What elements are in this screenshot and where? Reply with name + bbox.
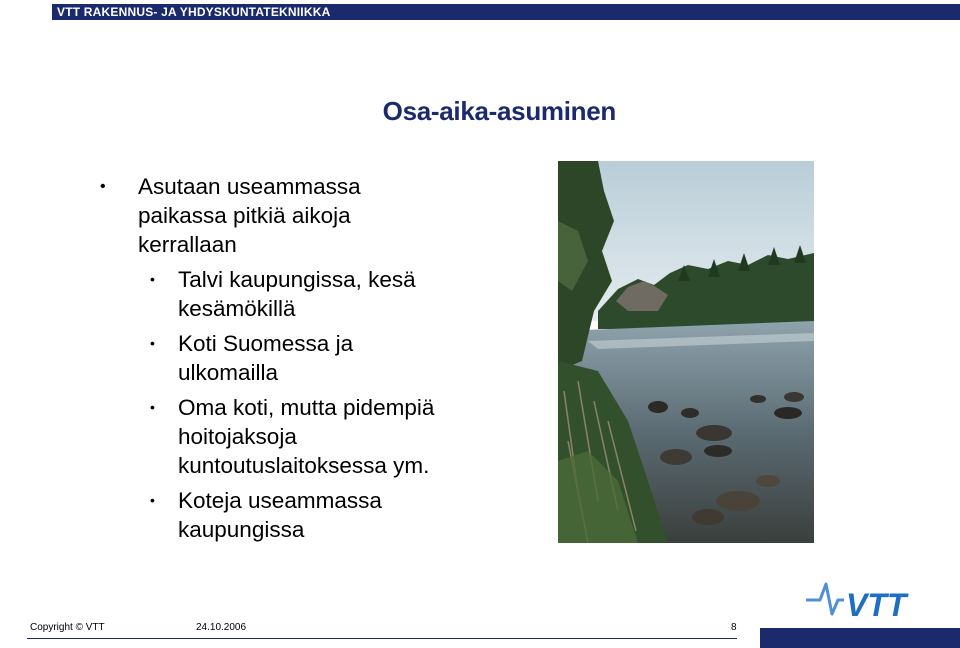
bullet-item-main (100, 172, 540, 259)
sub-bullet-item (100, 265, 540, 323)
sub-bullet-line: ulkomailla (178, 360, 279, 385)
footer-divider (27, 638, 737, 639)
bullet-line: paikassa pitkiä aikoja (138, 203, 351, 228)
bullet-list (100, 172, 540, 550)
sub-bullet-line: kuntoutuslaitoksessa ym. (178, 453, 430, 478)
organization-name: VTT RAKENNUS- JA YHDYSKUNTATEKNIIKKA (57, 5, 331, 19)
footer-copyright: Copyright © VTT (30, 622, 105, 633)
sub-bullet-icon: • (150, 399, 155, 415)
sub-bullet-icon: • (150, 335, 155, 351)
bullet-icon: • (100, 178, 106, 195)
sub-bullet-line: kaupungissa (178, 517, 305, 542)
sub-bullet-line: kesämökillä (178, 296, 296, 321)
sub-bullet-item (100, 329, 540, 387)
logo-text: VTT (846, 587, 907, 622)
slide-title: Osa-aika-asuminen (382, 96, 616, 126)
bullet-line: kerrallaan (138, 232, 237, 257)
sub-bullet-line: Oma koti, mutta pidempiä (178, 395, 435, 420)
vtt-logo-icon (804, 578, 920, 622)
header-bar (52, 4, 960, 20)
river-photo-drawing (558, 161, 814, 543)
sub-bullet-item (100, 486, 540, 544)
sub-bullet-icon: • (150, 492, 155, 508)
sub-bullet-item (100, 393, 540, 480)
footer-brand-bar (760, 628, 960, 648)
sub-bullet-line: Talvi kaupungissa, kesä (178, 267, 416, 292)
sub-bullet-line: hoitojaksoja (178, 424, 297, 449)
sub-bullet-list (100, 265, 540, 544)
sub-bullet-line: Koteja useammassa (178, 488, 382, 513)
page-number: 8 (731, 622, 737, 633)
footer-date: 24.10.2006 (196, 622, 247, 633)
bullet-line: Asutaan useammassa (138, 174, 361, 199)
vtt-logo (804, 578, 920, 622)
sub-bullet-line: Koti Suomessa ja (178, 331, 354, 356)
sub-bullet-icon: • (150, 271, 155, 287)
river-landscape-photo (558, 161, 814, 543)
